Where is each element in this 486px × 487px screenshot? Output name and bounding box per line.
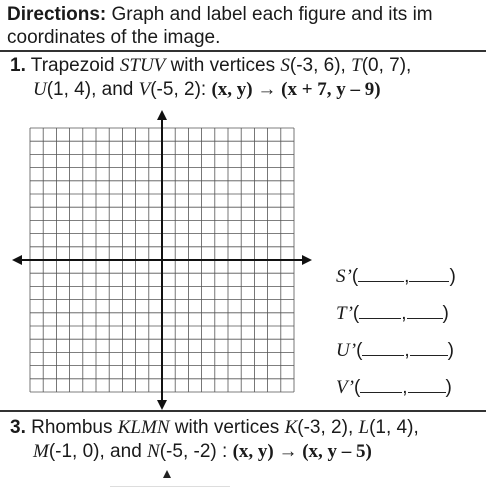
answer-u-prime: U’( , ) [336,340,454,361]
directions-label: Directions: [7,4,107,25]
problem-1-rule: (x, y) → (x + 7, y – 9) [211,79,381,100]
answer-s-prime: S’( , ) [336,266,456,287]
directions-line-2: coordinates of the image. [7,27,221,48]
answer-t-prime: T’( , ) [336,303,449,324]
problem-3-number: 3. [10,417,26,438]
directions-text: Graph and label each figure and its im [111,4,433,25]
problem-1-figure-name: STUV [119,55,166,76]
problem-3-line-1: 3. Rhombus KLMN with vertices K(-3, 2), L(1, 4), [10,417,419,438]
problem-1-line-2: U(1, 4), and V(-5, 2): (x, y) → (x + 7, y – 9) [33,79,381,100]
answer-v-prime: V’( , ) [336,377,452,398]
problem-1-number: 1. [10,55,26,76]
problem-1-line-1: 1. Trapezoid STUV with vertices S(-3, 6), T(0, 7), [10,55,412,76]
problem-3-rule: (x, y) → (x, y – 5) [232,441,372,462]
problem-3-line-2: M(-1, 0), and N(-5, -2) : (x, y) → (x, y – 5) [33,441,372,462]
problem-3-figure-name: KLMN [117,417,170,438]
